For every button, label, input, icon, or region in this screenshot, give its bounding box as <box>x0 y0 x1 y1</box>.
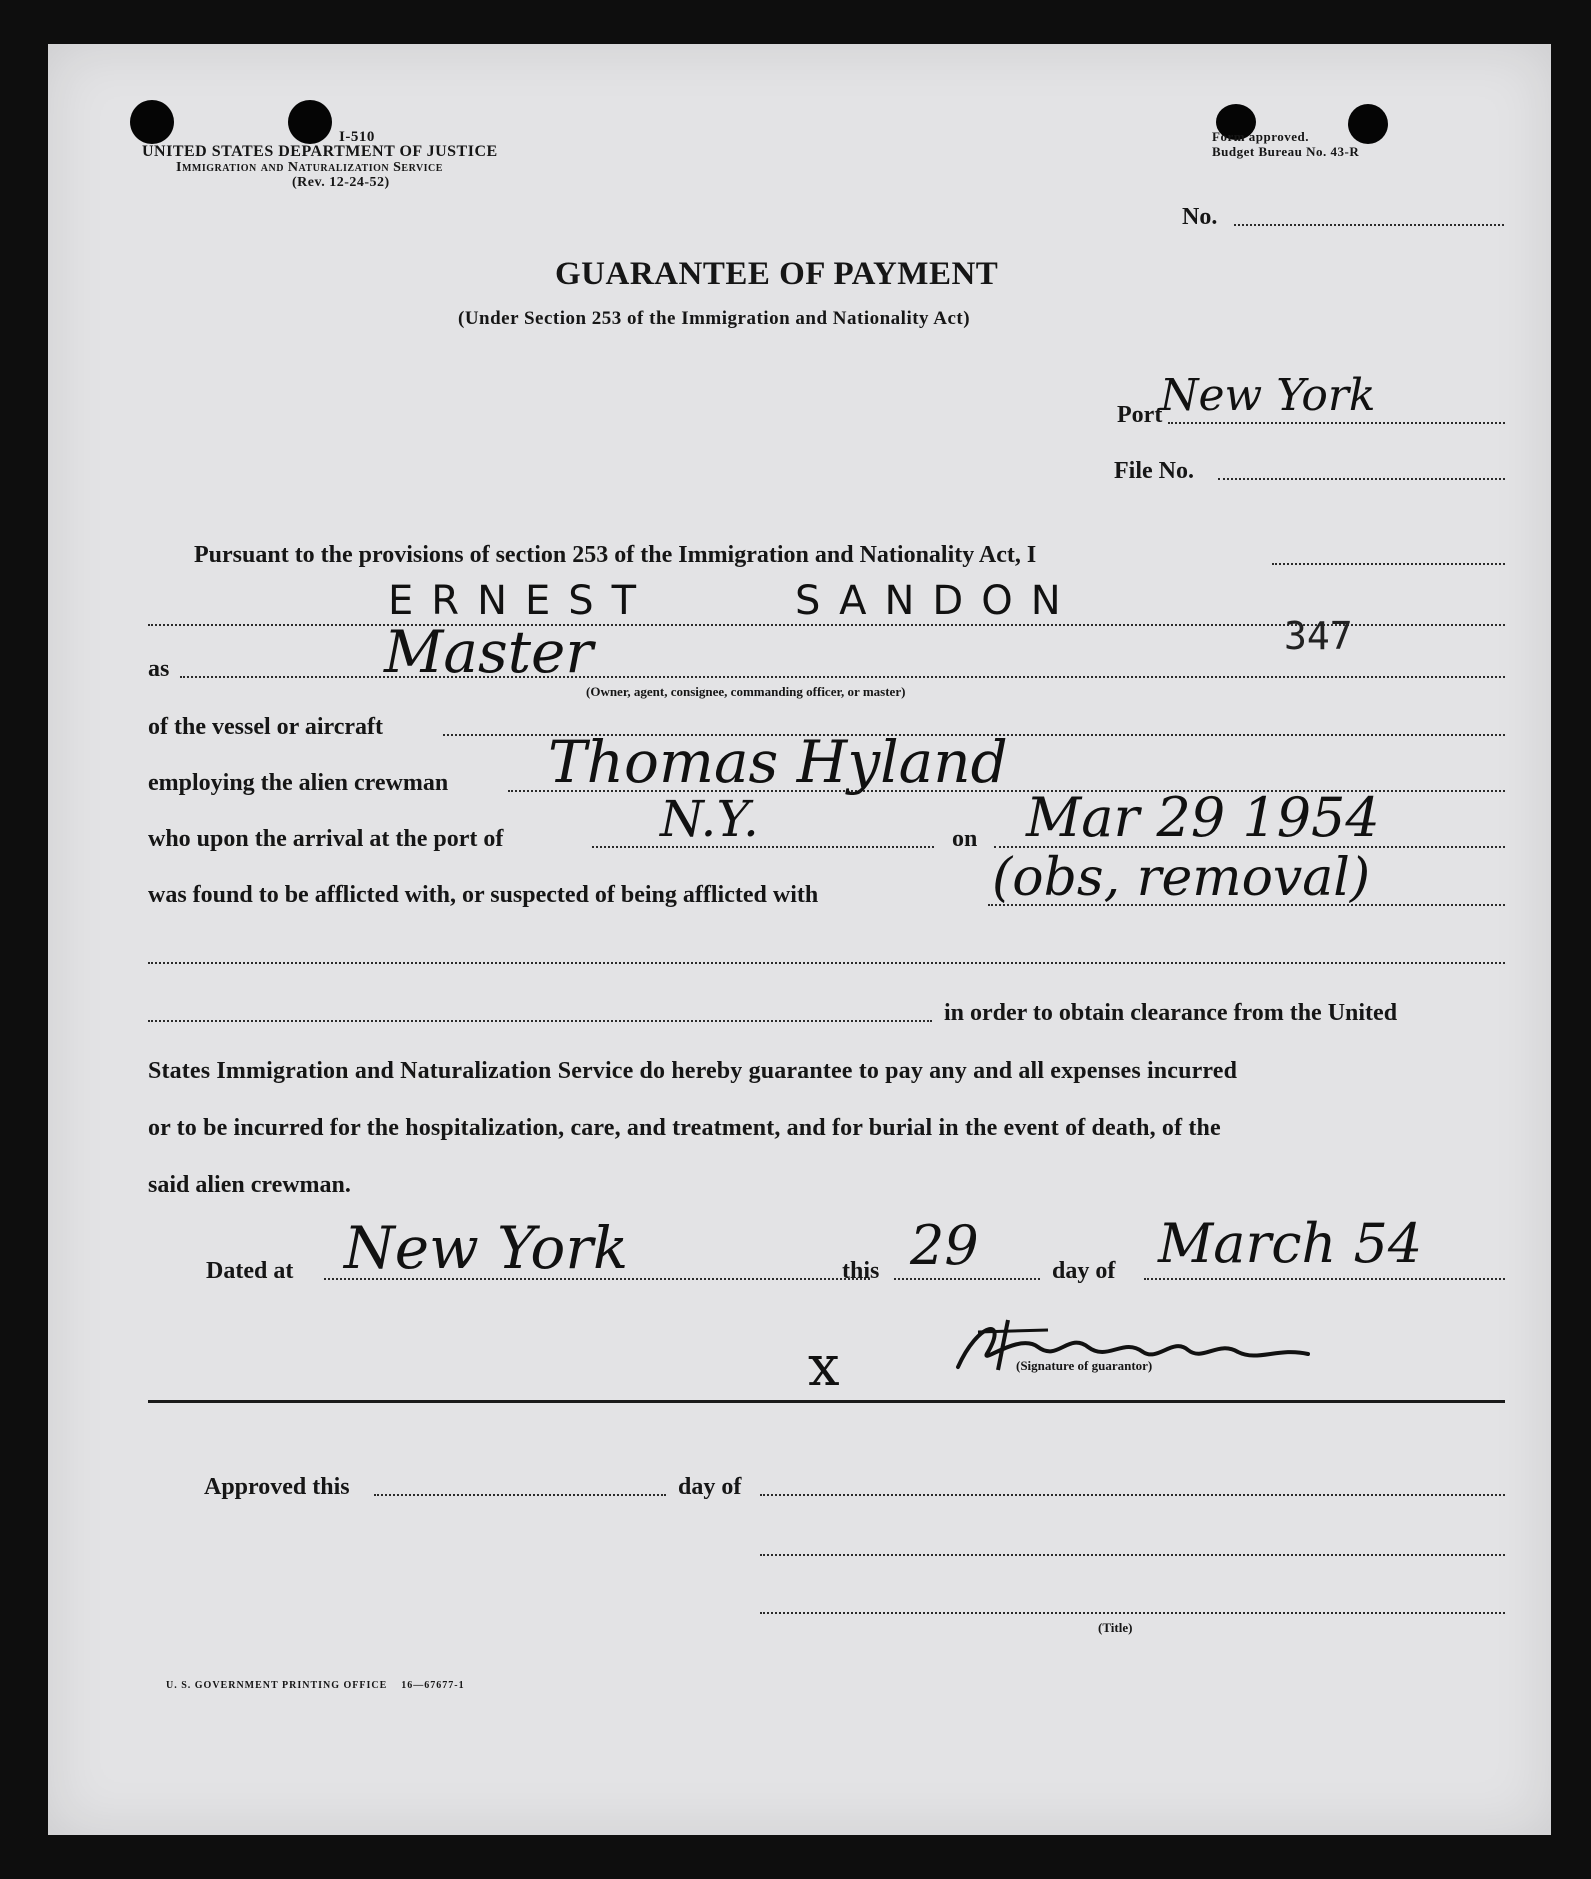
form-title: GUARANTEE OF PAYMENT <box>555 256 999 292</box>
on-label: on <box>952 826 978 852</box>
arrival-date-handwritten: Mar 29 1954 <box>1026 786 1380 849</box>
dated-at-handwritten: New York <box>344 1214 629 1282</box>
punch-hole-center <box>288 100 332 144</box>
port-field[interactable] <box>1168 422 1505 424</box>
service-name: Immigration and Naturalization Service <box>176 160 443 175</box>
guarantor-first-name: ERNEST <box>388 578 655 624</box>
revision: (Rev. 12-24-52) <box>292 175 390 190</box>
body-line-3: or to be incurred for the hospitalization, care, and treatment, and for burial in the event of death, of the <box>148 1115 1221 1141</box>
day-handwritten: 29 <box>910 1214 979 1277</box>
approved-label: Approved this <box>204 1474 350 1500</box>
file-number-field[interactable] <box>1218 478 1505 480</box>
port-label: Port <box>1117 402 1163 428</box>
arrival-port-label: who upon the arrival at the port of <box>148 826 504 852</box>
dated-at-label: Dated at <box>206 1258 294 1284</box>
crewman-handwritten: Thomas Hyland <box>548 728 1008 796</box>
signature-x-mark: x <box>808 1334 840 1399</box>
body-line-4: said alien crewman. <box>148 1172 351 1198</box>
number-field[interactable] <box>1234 224 1504 226</box>
approved-day-of-label: day of <box>678 1474 742 1500</box>
day-of-label: day of <box>1052 1258 1116 1284</box>
approver-signature-field[interactable] <box>760 1554 1505 1556</box>
body-line-2: States Immigration and Naturalization Service do hereby guarantee to pay any and all expenses incurred <box>148 1058 1238 1084</box>
port-handwritten: New York <box>1160 370 1376 421</box>
guarantor-last-name: SANDON <box>795 578 1079 624</box>
vessel-label: of the vessel or aircraft <box>148 714 384 740</box>
approved-day-field[interactable] <box>374 1494 666 1496</box>
role-caption: (Owner, agent, consignee, commanding officer, or master) <box>586 684 906 699</box>
as-label: as <box>148 656 170 682</box>
stamp-number: 347 <box>1284 614 1353 658</box>
signature-caption: (Signature of guarantor) <box>1016 1358 1153 1373</box>
month-field[interactable] <box>1144 1278 1505 1280</box>
file-number-label: File No. <box>1114 458 1194 484</box>
affliction-handwritten: (obs, removal) <box>992 848 1371 908</box>
agency-name: UNITED STATES DEPARTMENT OF JUSTICE <box>142 143 498 160</box>
form-subtitle: (Under Section 253 of the Immigration and Nationality Act) <box>458 308 971 329</box>
printing-office-footer: U. S. GOVERNMENT PRINTING OFFICE 16—67677-1 <box>166 1680 465 1691</box>
punch-hole-left <box>130 100 174 144</box>
clearance-text: in order to obtain clearance from the United <box>944 1000 1398 1026</box>
approval-line-1: Form approved. <box>1212 129 1310 144</box>
affliction-continuation-field-2[interactable] <box>148 1020 932 1022</box>
intro-field[interactable] <box>1272 563 1505 565</box>
form-sheet <box>48 44 1551 1835</box>
arrival-port-handwritten: N.Y. <box>660 790 759 848</box>
form-number: I-510 <box>339 129 375 145</box>
day-field[interactable] <box>894 1278 1040 1280</box>
role-field[interactable] <box>180 676 1505 678</box>
this-label: this <box>842 1258 880 1284</box>
title-caption: (Title) <box>1098 1620 1133 1635</box>
number-label: No. <box>1182 204 1218 230</box>
punch-hole-right-b <box>1348 104 1388 144</box>
approved-month-field[interactable] <box>760 1494 1505 1496</box>
role-handwritten: Master <box>384 618 594 686</box>
intro-text: Pursuant to the provisions of section 253 of the Immigration and Nationality Act, I <box>194 542 1037 568</box>
affliction-continuation-field[interactable] <box>148 962 1505 964</box>
section-divider <box>148 1400 1505 1403</box>
approver-title-field[interactable] <box>760 1612 1505 1614</box>
affliction-label: was found to be afflicted with, or suspected of being afflicted with <box>148 882 819 908</box>
arrival-port-field[interactable] <box>592 846 934 848</box>
approval-line-2: Budget Bureau No. 43-R <box>1212 144 1360 159</box>
month-handwritten: March 54 <box>1158 1212 1423 1275</box>
crewman-label: employing the alien crewman <box>148 770 449 796</box>
